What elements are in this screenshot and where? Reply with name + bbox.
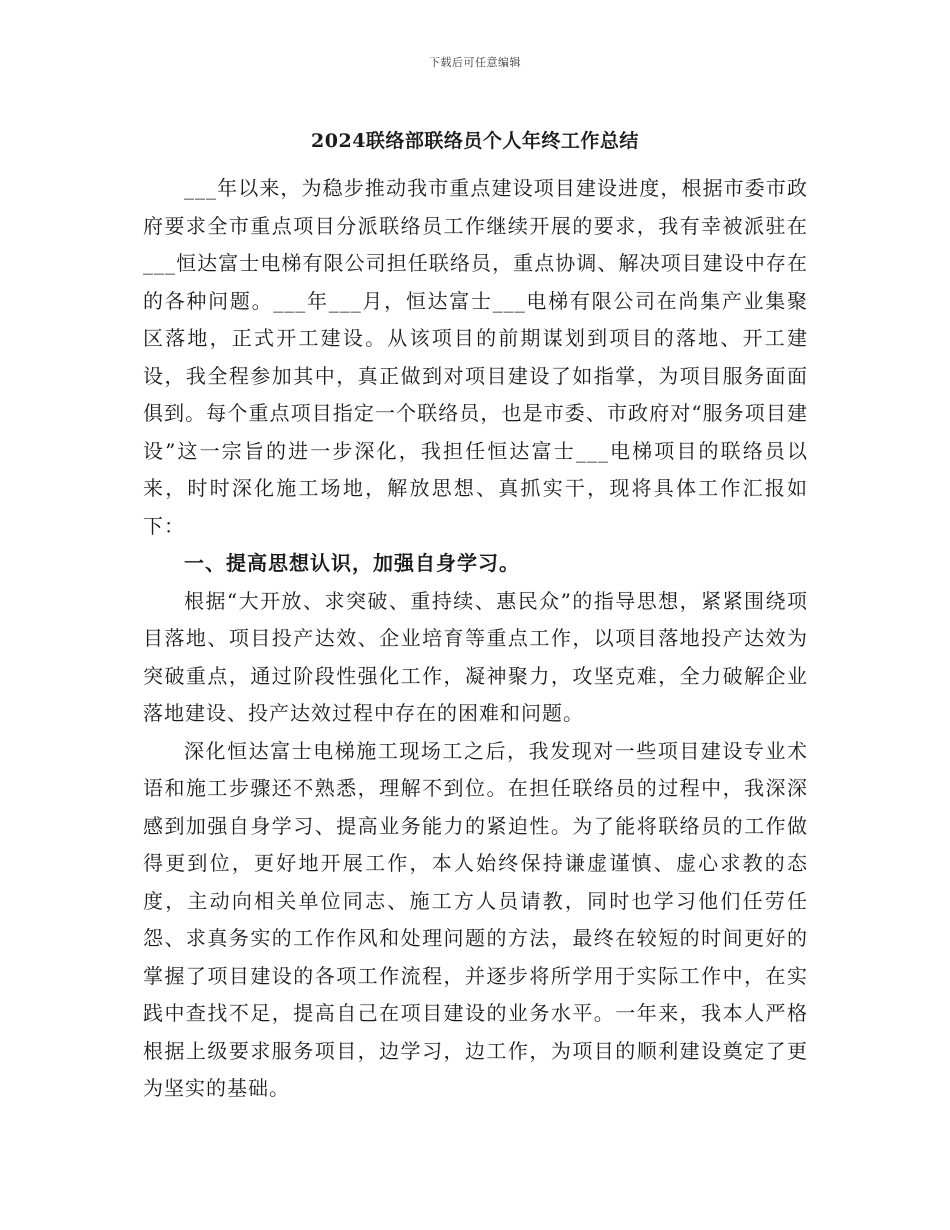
body-paragraph-2: 深化恒达富士电梯施工现场工之后，我发现对一些项目建设专业术语和施工步骤还不熟悉，理解不到位。在担任联络员的过程中，我深深感到加强自身学习、提高业务能力的紧迫性。为了能将联络员的工作做得更到位，更好地开展工作，本人始终保持谦虚谨慎、虚心求教的态度，主动向相关单位同志、施工方人员请教，同时也学习他们任劳任怨、求真务实的工作作风和处理问题的方法，最终在较短的时间更好的掌握了项目建设的各项工作流程，并逐步将所学用于实际工作中，在实践中查找不足，提高自己在项目建设的业务水平。一年来，我本人严格根据上级要求服务项目，边学习，边工作，为项目的顺利建设奠定了更为坚实的基础。 (143, 738, 808, 1100)
intro-paragraph: ___年以来，为稳步推动我市重点建设项目建设进度，根据市委市政府要求全市重点项目分派联络员工作继续开展的要求，我有幸被派驻在___恒达富士电梯有限公司担任联络员，重点协调、解决项目建设中存在的各种问题。___年___月，恒达富士___电梯有限公司在尚集产业集聚区落地，正式开工建设。从该项目的前期谋划到项目的落地、开工建设，我全程参加其中，真正做到对项目建设了如指掌，为项目服务面面俱到。每个重点项目指定一个联络员，也是市委、市政府对“服务项目建设”这一宗旨的进一步深化，我担任恒达富士___电梯项目的联络员以来，时时深化施工场地，解放思想、真抓实干，现将具体工作汇报如下： (143, 176, 808, 538)
document-title: 2024联络部联络员个人年终工作总结 (311, 130, 639, 152)
document-body (143, 170, 808, 1108)
body-paragraph-1: 根据“大开放、求突破、重持续、惠民众”的指导思想，紧紧围绕项目落地、项目投产达效、企业培育等重点工作，以项目落地投产达效为突破重点，通过阶段性强化工作，凝神聚力，攻坚克难，全力破解企业落地建设、投产达效过程中存在的困难和问题。 (143, 588, 808, 725)
section-heading-1: 一、提高思想认识，加强自身学习。 (184, 551, 520, 575)
header-note: 下载后可任意编辑 (429, 56, 521, 69)
